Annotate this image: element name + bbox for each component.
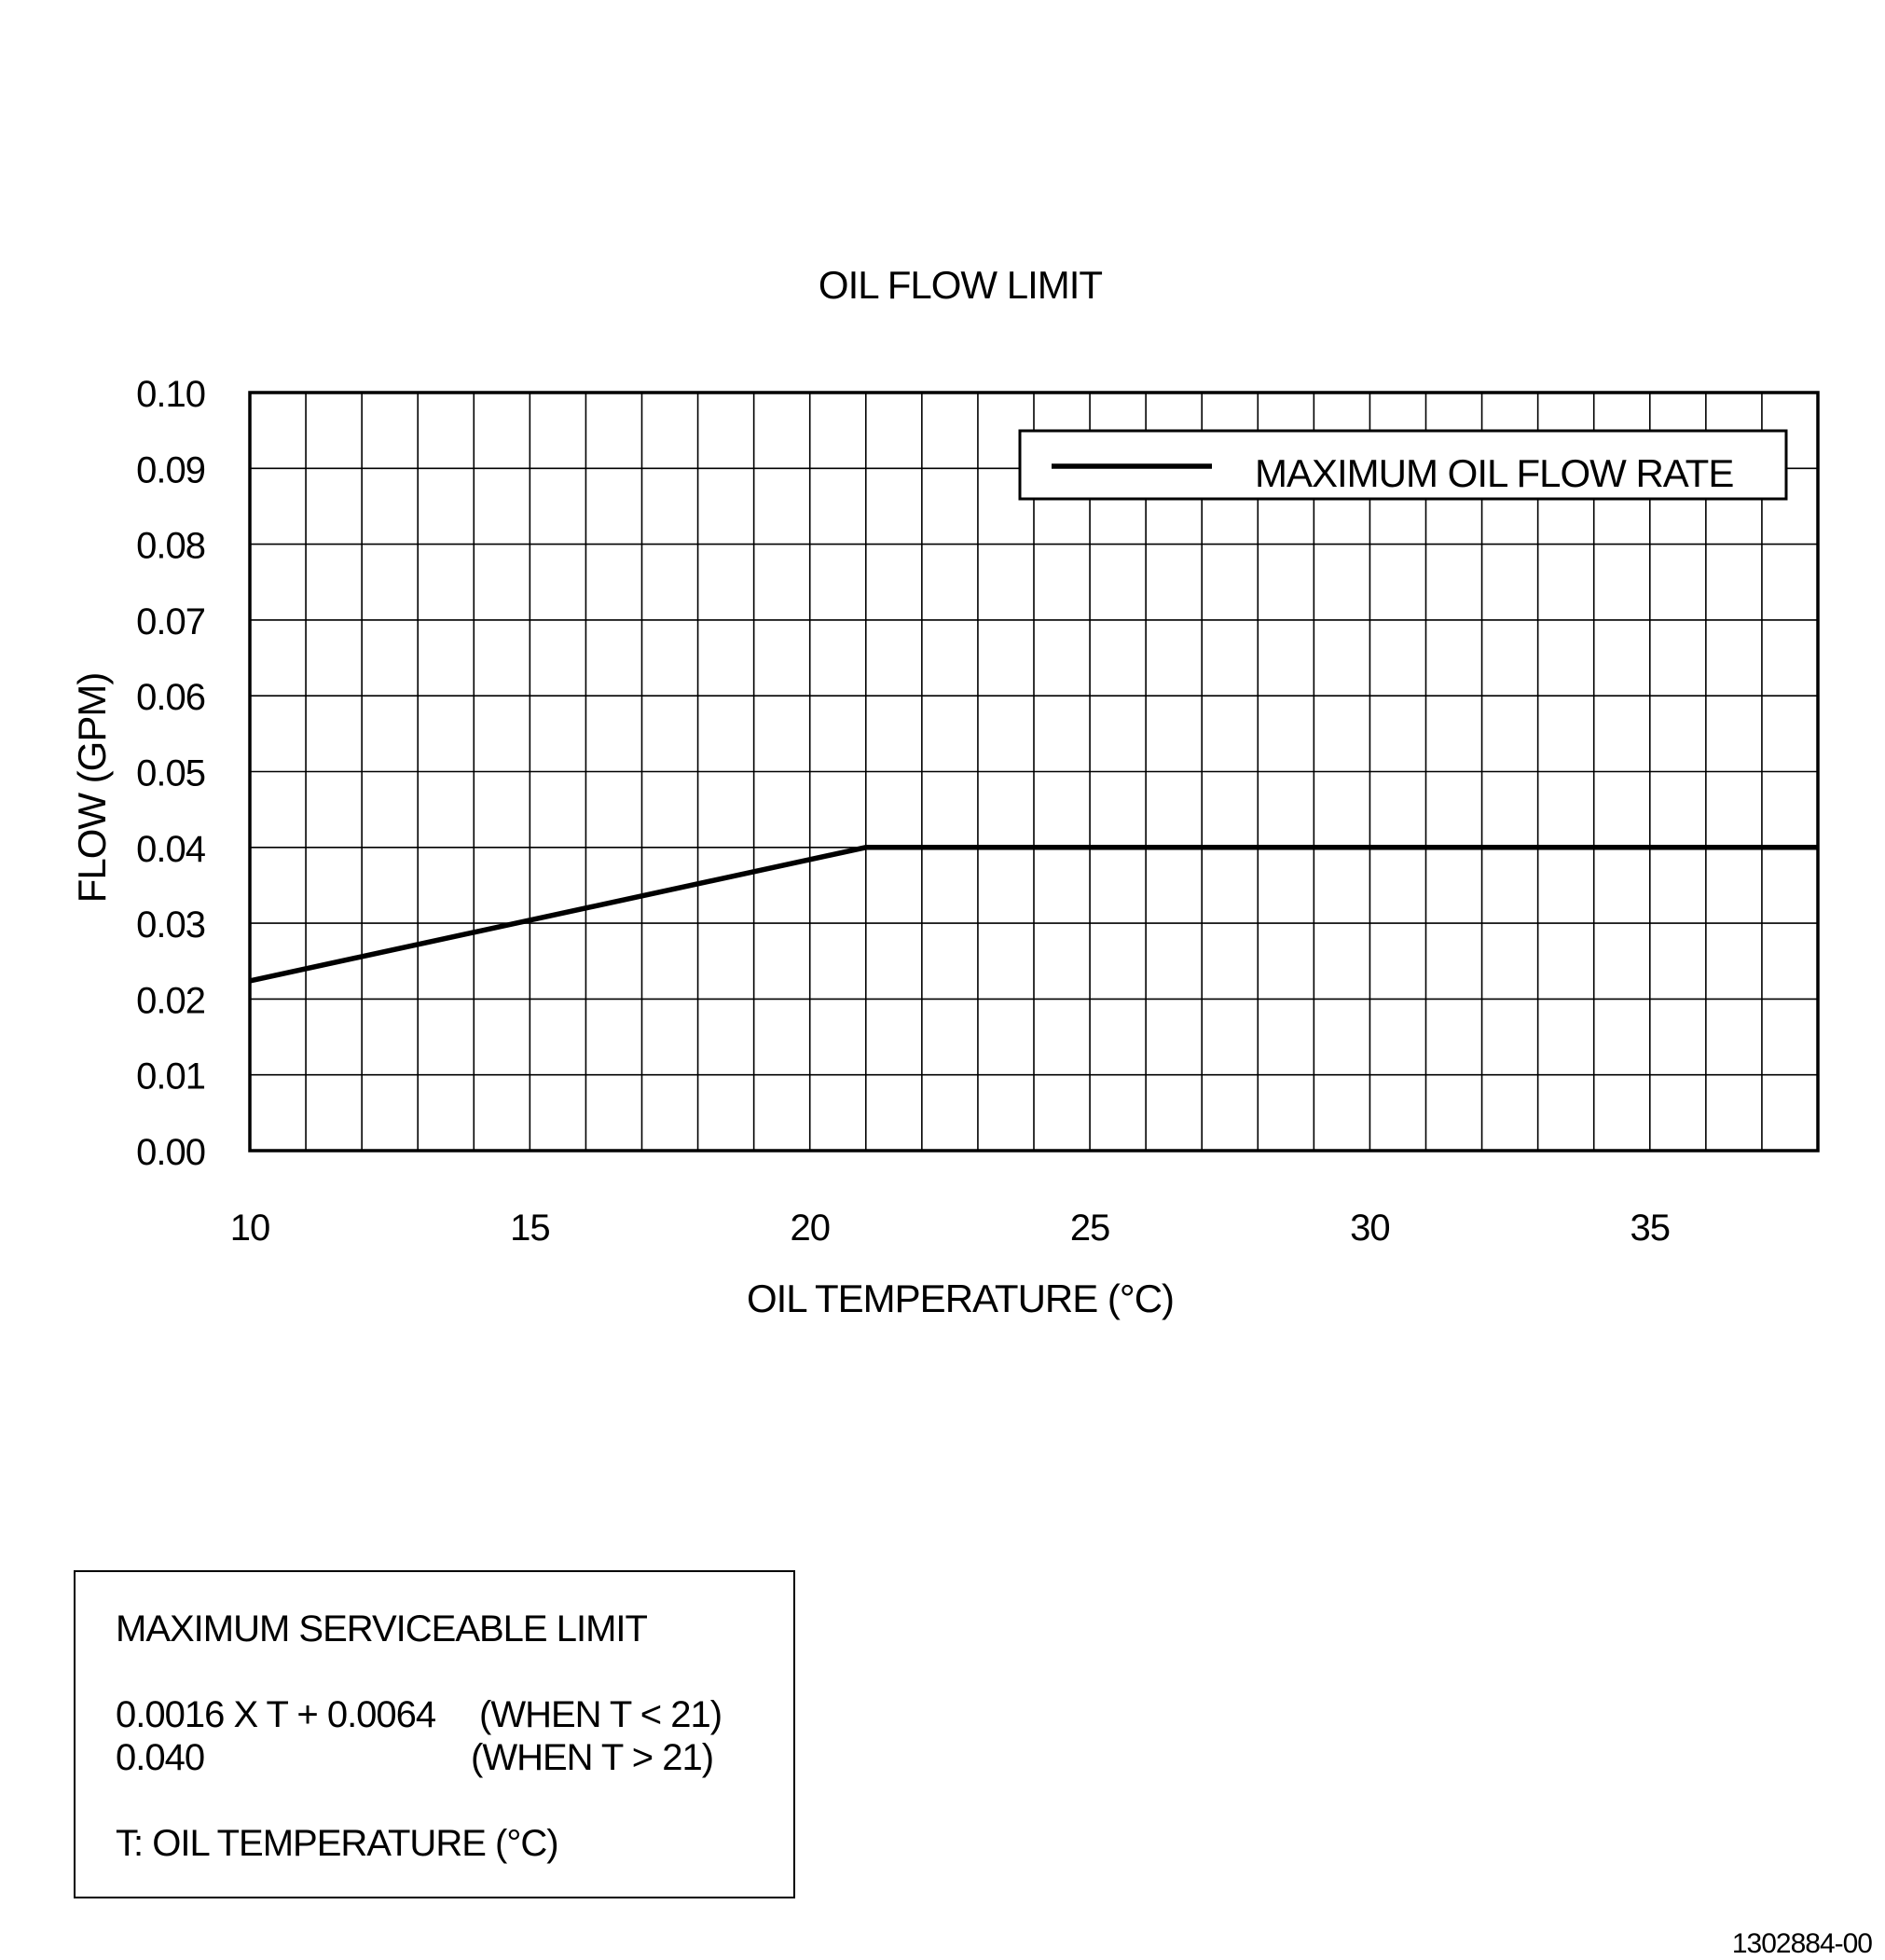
grid-lines — [250, 393, 1818, 1151]
figure-id: 1302884-00 — [1731, 1928, 1872, 1959]
x-tick-label: 25 — [1069, 1208, 1110, 1249]
chart-title: OIL FLOW LIMIT — [818, 263, 1103, 307]
y-tick-label: 0.09 — [136, 449, 205, 491]
x-tick-label: 20 — [790, 1208, 830, 1249]
limit-formula-2: 0.040 — [116, 1737, 205, 1778]
y-tick-label: 0.10 — [136, 374, 205, 415]
tick-labels — [136, 374, 1670, 1249]
y-axis-label: FLOW (GPM) — [70, 672, 114, 904]
limit-condition-2: (WHEN T > 21) — [471, 1737, 714, 1778]
limit-condition-1: (WHEN T < 21) — [479, 1694, 722, 1735]
y-tick-label: 0.03 — [136, 904, 205, 946]
y-tick-label: 0.04 — [136, 828, 205, 870]
legend — [1020, 431, 1786, 499]
x-tick-label: 15 — [510, 1208, 550, 1249]
y-tick-label: 0.01 — [136, 1056, 205, 1097]
x-tick-label: 30 — [1350, 1208, 1390, 1249]
y-tick-label: 0.02 — [136, 980, 205, 1022]
limit-note: T: OIL TEMPERATURE (°C) — [116, 1823, 558, 1864]
y-tick-label: 0.07 — [136, 600, 205, 642]
y-tick-label: 0.06 — [136, 677, 205, 719]
y-tick-label: 0.05 — [136, 752, 205, 794]
serviceable-limit-box — [74, 1570, 795, 1898]
legend-label: MAXIMUM OIL FLOW RATE — [1255, 451, 1734, 495]
y-tick-label: 0.08 — [136, 525, 205, 567]
limit-formula-1: 0.0016 X T + 0.0064 — [116, 1694, 436, 1735]
x-tick-label: 35 — [1630, 1208, 1671, 1249]
y-tick-label: 0.00 — [136, 1132, 205, 1173]
limit-box-title: MAXIMUM SERVICEABLE LIMIT — [116, 1608, 647, 1649]
x-tick-label: 10 — [229, 1208, 270, 1249]
x-axis-label: OIL TEMPERATURE (°C) — [746, 1277, 1175, 1320]
